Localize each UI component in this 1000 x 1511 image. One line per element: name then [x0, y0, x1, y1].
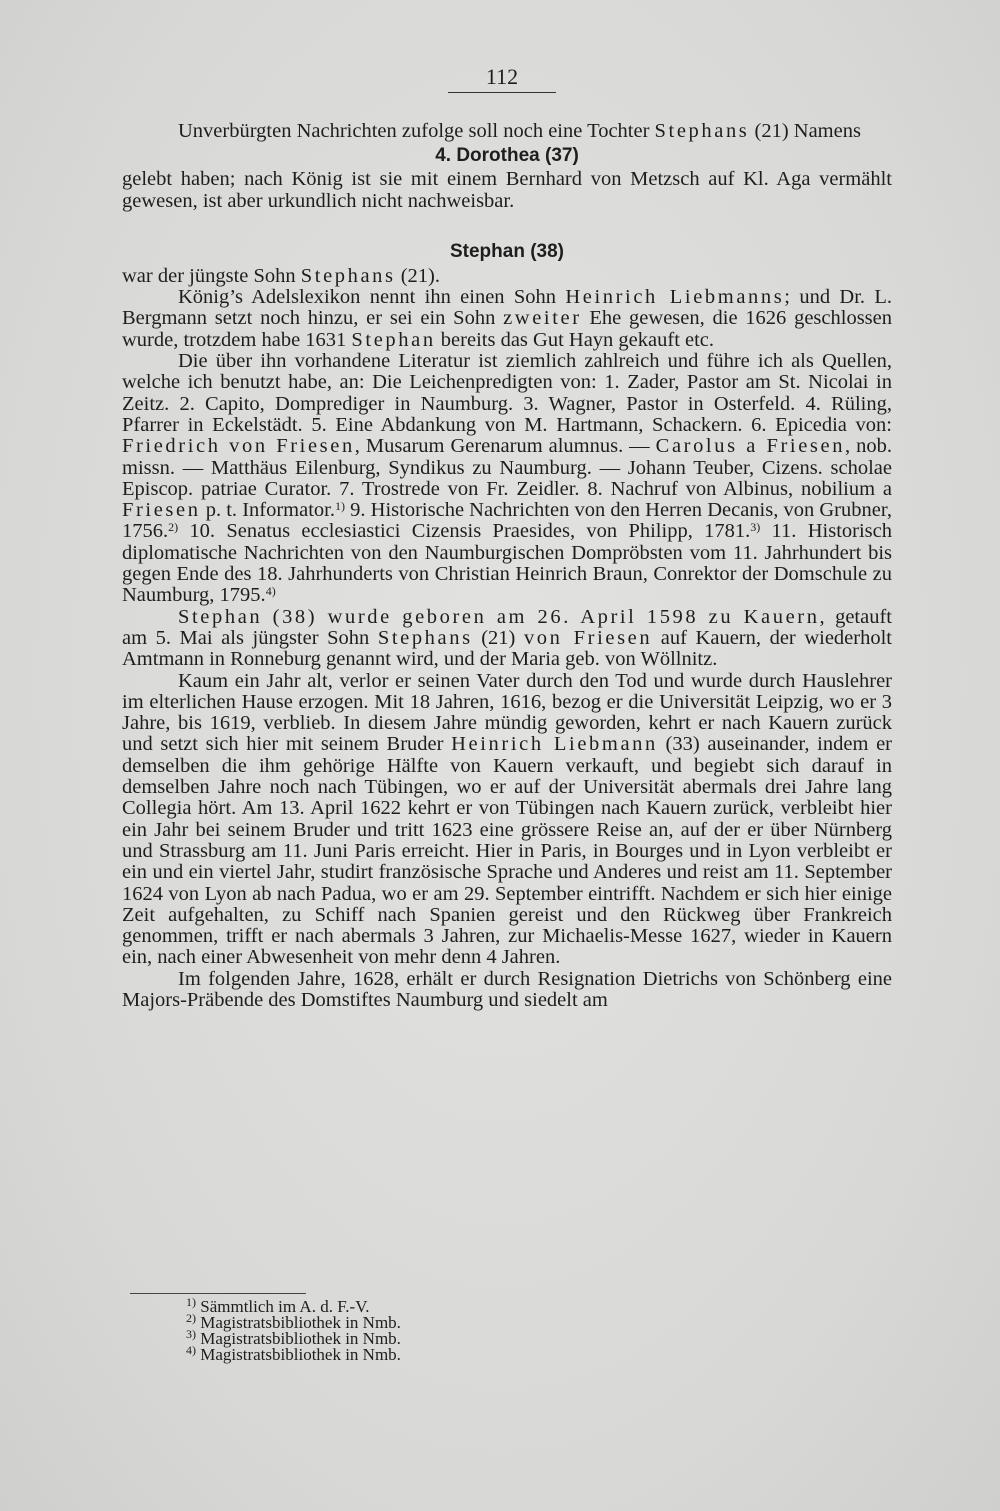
- text-run: Unverbürgten Nachrichten zufolge soll noch eine Tochter: [178, 120, 655, 142]
- footnote-mark: 2): [186, 1311, 196, 1325]
- text-run: 9. Historische Nachrichten von den Herren Decanis, von Grubner, 1756.: [122, 499, 892, 543]
- text-run: getauft am 5. Mai als jüngster Sohn: [122, 605, 892, 649]
- spaced-name: Heinrich Liebmann: [451, 733, 658, 756]
- page-number: 112: [485, 64, 519, 89]
- footnote-ref: 2): [168, 520, 179, 535]
- paragraph-education: [122, 671, 892, 969]
- footnotes: [186, 1295, 586, 1364]
- footnote-mark: 3): [186, 1327, 196, 1341]
- spaced-name: Stephans: [654, 120, 750, 142]
- text-run: Kaum ein Jahr alt, verlor er seinen Vater durch den Tod und wurde durch Hauslehrer im elterlichen Hause erzogen. Mit 18 Jahren, 1616, bezog er die Universität Leipzig, wo er 3 Jahre, bis 1619, verblieb. In diesem Jahre mündig geworden, kehrt er nach Kauern zurück und setzt sich hier mit seinem Bruder: [122, 669, 892, 756]
- paragraph-praebende: Im folgenden Jahre, 1628, erhält er durch Resignation Dietrichs von Schönberg eine Majors-Präbende des Domstiftes Naumburg und siedelt am: [122, 967, 892, 1011]
- spaced-name: Friesen: [122, 499, 201, 522]
- text-run: p. t. Informator.: [200, 499, 335, 522]
- footnote-mark: 1): [186, 1295, 196, 1309]
- footnote-rule: [130, 1293, 306, 1294]
- spaced-name: Stephans: [300, 264, 396, 287]
- footnote-text: Sämmtlich im A. d. F.-V.: [196, 1297, 370, 1316]
- text-run: (21) Namens: [749, 120, 861, 142]
- spaced-name: Heinrich Liebmanns: [565, 286, 785, 309]
- spaced-name: Friedrich von Friesen: [122, 435, 355, 458]
- text-run: , Musarum Gerenarum alumnus. —: [354, 435, 656, 458]
- text-run: (21).: [395, 264, 441, 287]
- text-run: König’s Adelslexikon nennt ihn einen Sohn: [178, 286, 566, 309]
- text-run: Die über ihn vorhandene Literatur ist ziemlich zahlreich und führe ich als Quellen, welche ich benutzt habe, an: Die Leichenpredigten von: 1. Zader, Pastor am St. Nicolai in Zeitz. 2. Capito, Domprediger in Naumburg. 3. Wagner, Pastor in Osterfeld. 4. Rüling, Pfarrer in Eckelstädt. 5. Eine Abdankung von M. Hartmann, Schackern. 6. Epicedia von:: [122, 350, 892, 436]
- footnote-ref: 3): [750, 520, 761, 535]
- paragraph-youngest-son: [122, 266, 892, 287]
- paragraph-dorothea: gelebt haben; nach König ist sie mit einem Bernhard von Metzsch auf Kl. Aga vermählt gewesen, ist aber urkundlich nicht nachweisbar.: [122, 168, 892, 212]
- footnote-ref: 1): [335, 499, 345, 514]
- spaced-name: Carolus a Friesen: [655, 435, 846, 458]
- text-run: (33) auseinander, indem er demselben die ihm gehörige Hälfte von Kauern verkauft, und begiebt sich darauf in demselben Jahre noch nach Tübingen, wo er auf der Universität abermals drei Jahre lang Collegia hört. Am 13. April 1622 kehrt er von Tübingen nach Kauern zurück, verbleibt hier ein Jahr bei seinem Bruder und tritt 1623 eine grössere Reise an, auf der er über Nürnberg und Strassburg am 11. Juni Paris erreicht. Hier in Paris, in Bourges und in Lyon verbleibt er ein und ein viertel Jahr, studirt französische Sprache und Anderes und reist am 11. September 1624 von Lyon ab nach Padua, wo er am 29. September eintrifft. Nachdem er sich hier einige Zeit aufgehalten, zu Schiff nach Spanien gereist und den Rückweg über Frankreich genommen, trifft er nach abermals 3 Jahren, zur Michaelis-Messe 1627, wieder in Kauern ein, nach einer Abwesenheit von mehr denn 4 Jahren.: [122, 733, 893, 969]
- text-run: 10. Senatus ecclesiastici Cizensis Praesides, von Philipp, 1781.: [178, 520, 751, 543]
- text-run: bereits das Gut Hayn gekauft etc.: [435, 328, 715, 351]
- text-run: 11. Historisch diplomatische Nachrichten von den Naumburgischen Dompröbsten vom 11. Jahrhundert bis gegen Ende des 18. Jahrhunderts von Christian Heinrich Braun, Conrektor der Domschule zu Naumburg, 1795.: [122, 520, 892, 607]
- text-run: , nob. missn. — Matthäus Eilenburg, Syndikus zu Naumburg. — Johann Teuber, Cizens. scholae Episcop. patriae Curator. 7. Trostrede von Fr. Zeidler. 8. Nachruf von Albinus, nobilium a: [122, 435, 893, 500]
- footnote-mark: 4): [186, 1343, 196, 1357]
- text-run: (21): [472, 626, 524, 649]
- spaced-word: zweiter: [503, 307, 582, 330]
- paragraph-sources: [122, 351, 892, 607]
- paragraph-birth: [122, 607, 892, 671]
- page-number-rule: [448, 92, 556, 93]
- spaced-phrase: Stephan (38) wurde geboren am 26. April 1598 zu Kauern,: [178, 605, 828, 628]
- text-run: Ehe gewesen, die 1626 geschlossen wurde, trotzdem habe 1631: [122, 307, 892, 351]
- footnote-ref: 4): [265, 584, 276, 599]
- paragraph-adelslexikon: [122, 287, 892, 351]
- section-heading-dorothea: 4. Dorothea (37): [435, 145, 579, 167]
- section-heading-stephan: Stephan (38): [449, 240, 565, 262]
- spaced-name: Stephans: [377, 626, 473, 649]
- text-run: auf Kauern, der wiederholt Amtmann in Ronneburg genannt wird, und der Maria geb. von Wöllnitz.: [122, 626, 892, 671]
- paragraph-intro: [122, 121, 892, 142]
- text-run: ; und Dr. L. Bergmann setzt noch hinzu, er sei ein Sohn: [122, 286, 892, 330]
- footnote-text: Magistratsbibliothek in Nmb.: [196, 1345, 401, 1364]
- footnote-text: Magistratsbibliothek in Nmb.: [196, 1313, 401, 1332]
- footnote-text: Magistratsbibliothek in Nmb.: [196, 1329, 401, 1348]
- footnote: [186, 1343, 586, 1364]
- main-text: [122, 121, 892, 1011]
- text-run: war der jüngste Sohn: [122, 264, 301, 287]
- spaced-name: Stephan: [351, 328, 436, 351]
- spaced-name: von Friesen: [523, 626, 653, 649]
